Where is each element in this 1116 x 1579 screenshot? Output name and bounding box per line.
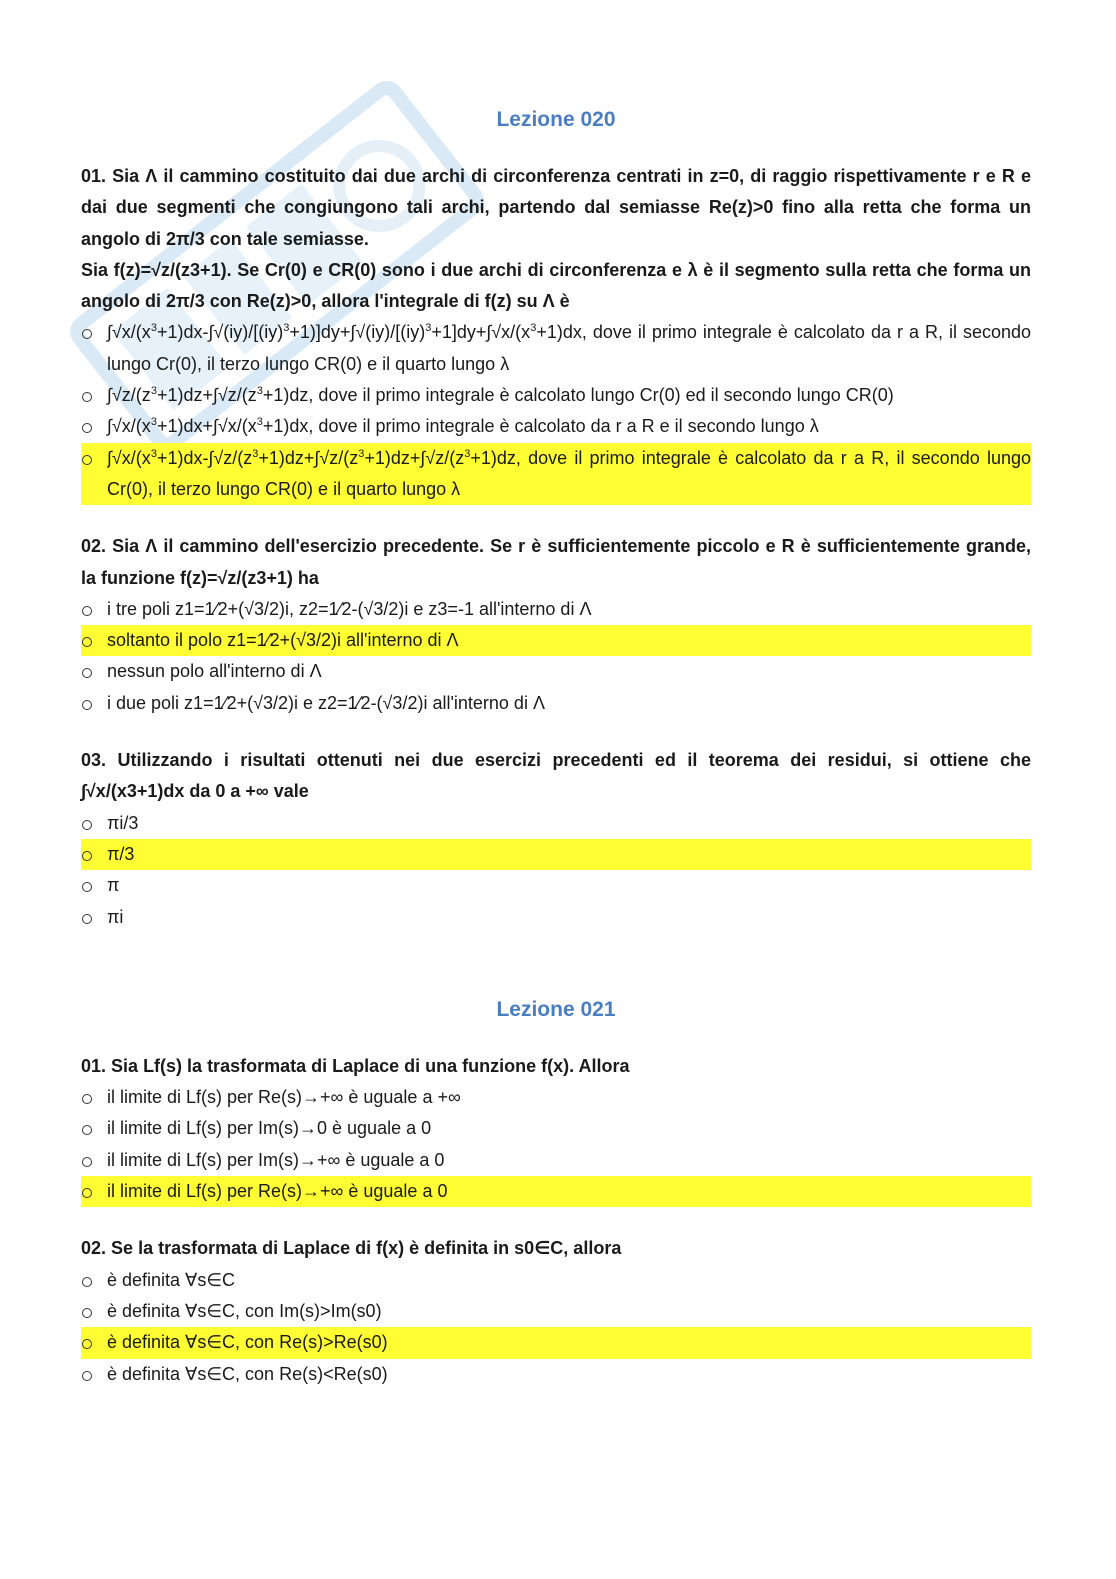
option-text-fragment: è definita ∀s∈C, con Re(s)>Re(s0)	[107, 1332, 388, 1353]
option-text-fragment: +1)]dy+∫√(iy)/[(iy)	[289, 322, 426, 343]
answer-option-correct[interactable]	[81, 443, 1031, 506]
option-text-fragment: π	[107, 875, 120, 896]
option-text-fragment: π/3	[107, 843, 135, 864]
radio-circle-icon[interactable]	[81, 625, 107, 656]
answer-option-text	[107, 1150, 444, 1170]
answer-option[interactable]	[81, 1145, 1031, 1176]
answer-option[interactable]	[81, 1082, 1031, 1113]
question-number: 02.	[81, 536, 107, 557]
answer-option-text	[107, 1332, 388, 1352]
answer-option[interactable]	[81, 317, 1031, 380]
radio-circle-icon[interactable]	[81, 1082, 107, 1113]
option-text-fragment: +1)dx-∫√z/(z	[156, 447, 253, 468]
option-text-fragment: ∫√x/(x	[107, 416, 151, 437]
answer-options	[81, 1082, 1031, 1207]
radio-circle-icon[interactable]	[81, 870, 107, 901]
option-text-fragment: +1)dz, dove il primo integrale è calcolato da r a R, il secondo lungo Cr(0), il terzo lungo CR(0) e il quarto lungo λ	[107, 447, 1031, 499]
answer-option[interactable]	[81, 656, 1031, 687]
question-block	[81, 1051, 1031, 1207]
answer-option-text	[107, 1118, 431, 1138]
question-number: 01.	[81, 166, 107, 186]
option-text-fragment: è definita ∀s∈C	[107, 1269, 236, 1290]
option-text-fragment: +1)dx-∫√(iy)/[(iy)	[156, 322, 284, 343]
answer-option-text	[107, 1364, 388, 1384]
option-text-fragment: nessun polo all'interno di Λ	[107, 661, 322, 682]
answer-options	[81, 594, 1031, 719]
option-text-fragment: ∫√x/(x	[107, 447, 151, 468]
option-text-fragment: +1)dz+∫√z/(z	[258, 447, 359, 468]
option-text-fragment: +1)dz, dove il primo integrale è calcolato lungo Cr(0) ed il secondo lungo CR(0)	[262, 385, 894, 406]
answer-option-text	[107, 1087, 461, 1107]
answer-option-text	[107, 416, 819, 436]
answer-option[interactable]	[81, 1265, 1031, 1296]
answer-option[interactable]	[81, 808, 1031, 839]
superscript: 3	[358, 447, 365, 460]
answer-option-text	[107, 907, 123, 927]
option-text-fragment: il limite di Lf(s) per Re(s)→+∞ è uguale a +∞	[107, 1087, 461, 1108]
answer-option[interactable]	[81, 411, 1031, 442]
question-block	[81, 1233, 1031, 1389]
question-number: 02.	[81, 1238, 107, 1259]
question-text	[81, 1051, 1031, 1082]
option-text-fragment: +1)dx+∫√x/(x	[156, 416, 257, 437]
question-line: Se la trasformata di Laplace di f(x) è definita in s0∈C, allora	[111, 1238, 622, 1259]
radio-circle-icon[interactable]	[81, 688, 107, 719]
answer-option[interactable]	[81, 594, 1031, 625]
option-text-fragment: πi/3	[107, 812, 139, 833]
answer-option[interactable]	[81, 1113, 1031, 1144]
question-line: Sia Lf(s) la trasformata di Laplace di una funzione f(x). Allora	[111, 1055, 630, 1076]
radio-circle-icon[interactable]	[81, 317, 107, 348]
radio-circle-icon[interactable]	[81, 808, 107, 839]
option-text-fragment: è definita ∀s∈C, con Re(s)<Re(s0)	[107, 1363, 388, 1384]
question-text	[81, 531, 1031, 594]
radio-circle-icon[interactable]	[81, 1327, 107, 1358]
answer-option-text	[107, 1301, 382, 1321]
superscript: 3	[530, 322, 537, 335]
radio-circle-icon[interactable]	[81, 380, 107, 411]
answer-option[interactable]	[81, 1296, 1031, 1327]
question-line: Sia f(z)=√z/(z3+1). Se Cr(0) e CR(0) sono i due archi di circonferenza e λ è il segmento sulla retta che forma un angolo di 2π/3 con Re(z)>0, allora l'integrale di f(z) su Λ è	[81, 259, 1031, 312]
answer-options	[81, 1265, 1031, 1390]
question-line: Sia Λ il cammino costituito dai due archi di circonferenza centrati in z=0, di raggio rispettivamente r e R e dai due segmenti che congiungono tali archi, partendo dal semiasse Re(z)>0 fino alla retta che forma un angolo di 2π/3 con tale semiasse.	[81, 166, 1031, 249]
lesson-title: Lezione 021	[496, 997, 616, 1021]
radio-circle-icon[interactable]	[81, 656, 107, 687]
answer-option-correct[interactable]	[81, 1176, 1031, 1207]
answer-option-text	[107, 661, 322, 681]
question-text	[81, 1233, 1031, 1264]
answer-option[interactable]	[81, 688, 1031, 719]
question-block	[81, 531, 1031, 719]
answer-option-correct[interactable]	[81, 625, 1031, 656]
option-text-fragment: il limite di Lf(s) per Re(s)→+∞ è uguale a 0	[107, 1181, 448, 1202]
question-line: Utilizzando i risultati ottenuti nei due esercizi precedenti ed il teorema dei residui, si ottiene che ∫√x/(x3+1)dx da 0 a +∞ vale	[81, 750, 1031, 802]
question-block	[81, 161, 1031, 505]
superscript: 3	[256, 416, 263, 429]
superscript: 3	[150, 322, 157, 335]
answer-option-text	[107, 875, 119, 895]
option-text-fragment: il limite di Lf(s) per Im(s)→+∞ è uguale a 0	[107, 1149, 445, 1170]
option-text-fragment: il limite di Lf(s) per Im(s)→0 è uguale a 0	[107, 1118, 432, 1139]
radio-circle-icon[interactable]	[81, 594, 107, 625]
superscript: 3	[464, 447, 471, 460]
option-text-fragment: ∫√x/(x	[107, 322, 151, 343]
answer-option-text	[107, 693, 545, 713]
superscript: 3	[283, 322, 290, 335]
question-text	[81, 255, 1031, 318]
option-text-fragment: i tre poli z1=1⁄2+(√3/2)i, z2=1⁄2-(√3/2)i e z3=-1 all'interno di Λ	[107, 598, 592, 619]
superscript: 3	[150, 447, 157, 460]
answer-option-text	[107, 385, 894, 405]
answer-option[interactable]	[81, 870, 1031, 901]
option-text-fragment: +1)dz+∫√z/(z	[156, 385, 257, 406]
answer-option-text	[107, 813, 138, 833]
answer-options	[81, 317, 1031, 505]
option-text-fragment: ∫√z/(z	[107, 385, 151, 406]
answer-option-text	[107, 448, 1031, 499]
radio-circle-icon[interactable]	[81, 1113, 107, 1144]
radio-circle-icon[interactable]	[81, 1296, 107, 1327]
question-number: 03.	[81, 750, 107, 771]
superscript: 3	[252, 447, 259, 460]
radio-circle-icon[interactable]	[81, 1359, 107, 1390]
answer-option-text	[107, 630, 459, 650]
answer-option[interactable]	[81, 380, 1031, 411]
superscript: 3	[150, 385, 157, 398]
question-line: Sia Λ il cammino dell'esercizio precedente. Se r è sufficientemente piccolo e R è sufficientemente grande, la funzione f(z)=√z/(z3+1) ha	[81, 536, 1031, 588]
radio-circle-icon[interactable]	[81, 1176, 107, 1207]
superscript: 3	[256, 385, 263, 398]
option-text-fragment: +1)dx, dove il primo integrale è calcolato da r a R e il secondo lungo λ	[262, 416, 819, 437]
question-text	[81, 745, 1031, 808]
answer-option-text	[107, 844, 134, 864]
answer-option-correct[interactable]	[81, 839, 1031, 870]
option-text-fragment: +1)dz+∫√z/(z	[364, 447, 465, 468]
answer-option-text	[107, 1181, 447, 1201]
option-text-fragment: +1]dy+∫√x/(x	[431, 322, 531, 343]
radio-circle-icon[interactable]	[81, 1265, 107, 1296]
radio-circle-icon[interactable]	[81, 443, 107, 474]
radio-circle-icon[interactable]	[81, 902, 107, 933]
radio-circle-icon[interactable]	[81, 411, 107, 442]
answer-option-correct[interactable]	[81, 1327, 1031, 1358]
superscript: 3	[425, 322, 432, 335]
answer-options	[81, 808, 1031, 933]
answer-option-text	[107, 599, 591, 619]
answer-option-text	[107, 1270, 235, 1290]
document-page	[81, 105, 1031, 1416]
answer-option[interactable]	[81, 1359, 1031, 1390]
question-text	[81, 161, 1031, 255]
option-text-fragment: è definita ∀s∈C, con Im(s)>Im(s0)	[107, 1300, 382, 1321]
option-text-fragment: soltanto il polo z1=1⁄2+(√3/2)i all'interno di Λ	[107, 630, 459, 651]
superscript: 3	[150, 416, 157, 429]
question-block	[81, 745, 1031, 933]
option-text-fragment: i due poli z1=1⁄2+(√3/2)i e z2=1⁄2-(√3/2)i all'interno di Λ	[107, 692, 545, 713]
radio-circle-icon[interactable]	[81, 839, 107, 870]
answer-option-text	[107, 322, 1031, 373]
option-text-fragment: +1)dx, dove il primo integrale è calcolato da r a R, il secondo lungo Cr(0), il terzo lungo CR(0) e il quarto lungo λ	[107, 322, 1031, 374]
option-text-fragment: πi	[107, 906, 124, 927]
radio-circle-icon[interactable]	[81, 1145, 107, 1176]
lesson-title: Lezione 020	[496, 108, 616, 131]
question-number: 01.	[81, 1055, 107, 1076]
answer-option[interactable]	[81, 902, 1031, 933]
